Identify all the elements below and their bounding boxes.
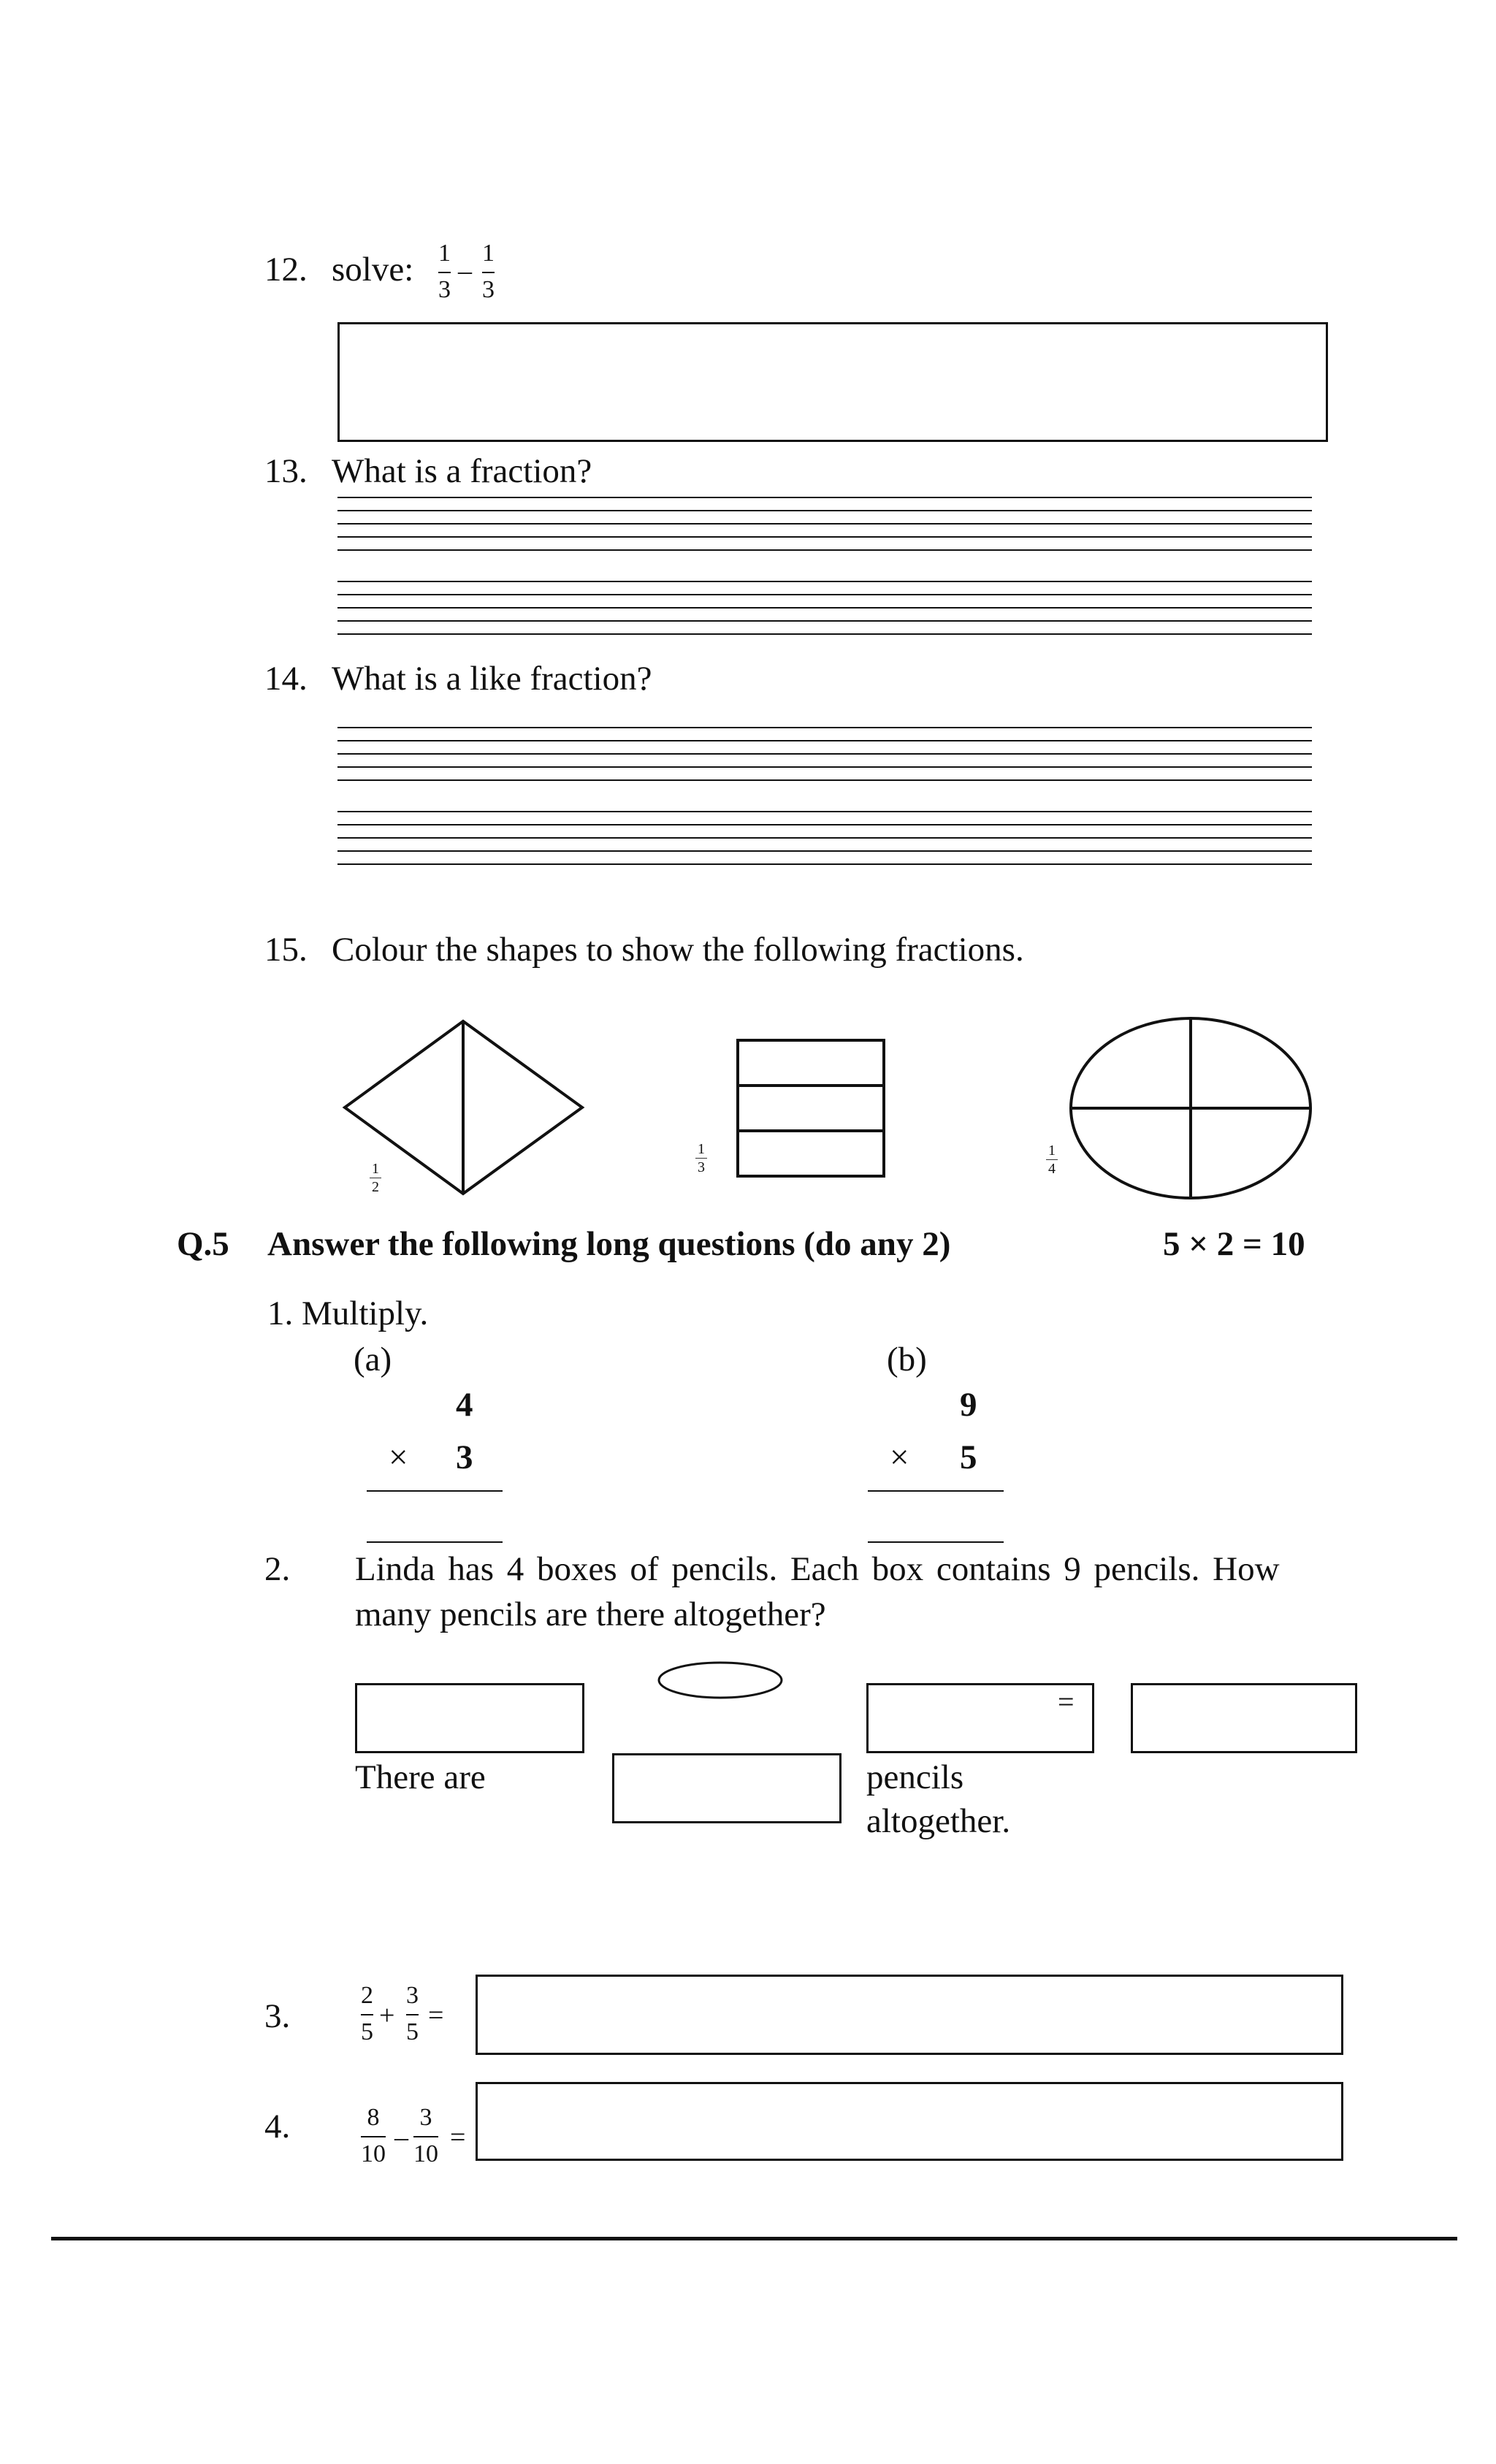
p3-answer-box[interactable] [476,1975,1343,2055]
part-b-label: (b) [887,1340,927,1378]
numerator: 2 [361,1982,373,2009]
p3-number: 3. [264,1997,291,2035]
part-a-answer-line[interactable] [367,1541,503,1543]
q13-text: What is a fraction? [332,452,592,490]
part-a-line [367,1490,503,1492]
numerator: 1 [438,240,451,267]
q13-number: 13. [264,452,308,490]
numerator: 3 [419,2104,432,2131]
p2-box-1[interactable] [355,1683,584,1753]
diamond-fraction: 1 2 [370,1162,381,1194]
p3-fraction-b [406,1983,419,2045]
part-a-bottom: 3 [456,1438,473,1476]
circle-shape[interactable] [1063,1012,1318,1205]
denominator: 5 [406,2018,419,2045]
numerator: 3 [406,1982,419,2009]
p4-operator: – [394,2122,408,2153]
part-b-answer-line[interactable] [868,1541,1004,1543]
operator-oval[interactable] [654,1658,786,1702]
p2-answer-box[interactable] [612,1753,842,1823]
q5-title: Answer the following long questions (do any 2) [267,1225,951,1263]
multiply-label: 1. Multiply. [267,1294,429,1332]
numerator: 8 [367,2104,380,2131]
p2-line1: Linda has 4 boxes of pencils. Each box contains 9 pencils. How [355,1550,1280,1588]
part-a-label: (a) [354,1340,392,1378]
p4-answer-box[interactable] [476,2082,1343,2161]
denominator: 5 [361,2018,373,2045]
p2-equals: = [1058,1685,1075,1718]
q12-fraction-a [438,241,451,302]
q15-number: 15. [264,931,308,969]
part-b-bottom: 5 [960,1438,977,1476]
altogether-text: altogether. [866,1802,1011,1840]
part-b-line [868,1490,1004,1492]
q14-number: 14. [264,660,308,698]
denominator: 3 [438,276,451,303]
rectangle-shape[interactable] [730,1036,891,1182]
footer-divider [51,2237,1457,2240]
there-are-text: There are [355,1758,486,1796]
part-b-times: × [890,1438,909,1476]
rectangle-fraction: 1 3 [695,1142,707,1175]
pencils-text: pencils [866,1758,964,1796]
denominator: 3 [482,276,495,303]
denominator: 10 [361,2140,386,2167]
p2-number: 2. [264,1550,291,1588]
part-b-top: 9 [960,1386,977,1424]
p4-fraction-b [413,2105,438,2167]
q5-label: Q.5 [177,1225,229,1263]
p4-number: 4. [264,2108,291,2145]
p4-fraction-a [361,2105,386,2167]
q12-number: 12. [264,251,308,289]
q12-answer-box[interactable] [337,322,1328,442]
p2-line2: many pencils are there altogether? [355,1595,826,1633]
q12-label: solve: [332,251,414,289]
q12-operator: – [458,256,472,286]
q12-fraction-b [482,241,495,302]
part-a-top: 4 [456,1386,473,1424]
q14-text: What is a like fraction? [332,660,652,698]
numerator: 1 [482,240,495,267]
p3-equals: = [428,2000,444,2031]
p3-fraction-a [361,1983,373,2045]
part-a-times: × [389,1438,408,1476]
q15-text: Colour the shapes to show the following fractions. [332,931,1024,969]
p3-operator: + [379,2000,395,2031]
p2-box-3[interactable] [1131,1683,1357,1753]
p4-equals: = [450,2122,466,2153]
denominator: 10 [413,2140,438,2167]
circle-fraction: 1 4 [1046,1143,1058,1176]
q5-marks: 5 × 2 = 10 [1163,1225,1305,1263]
